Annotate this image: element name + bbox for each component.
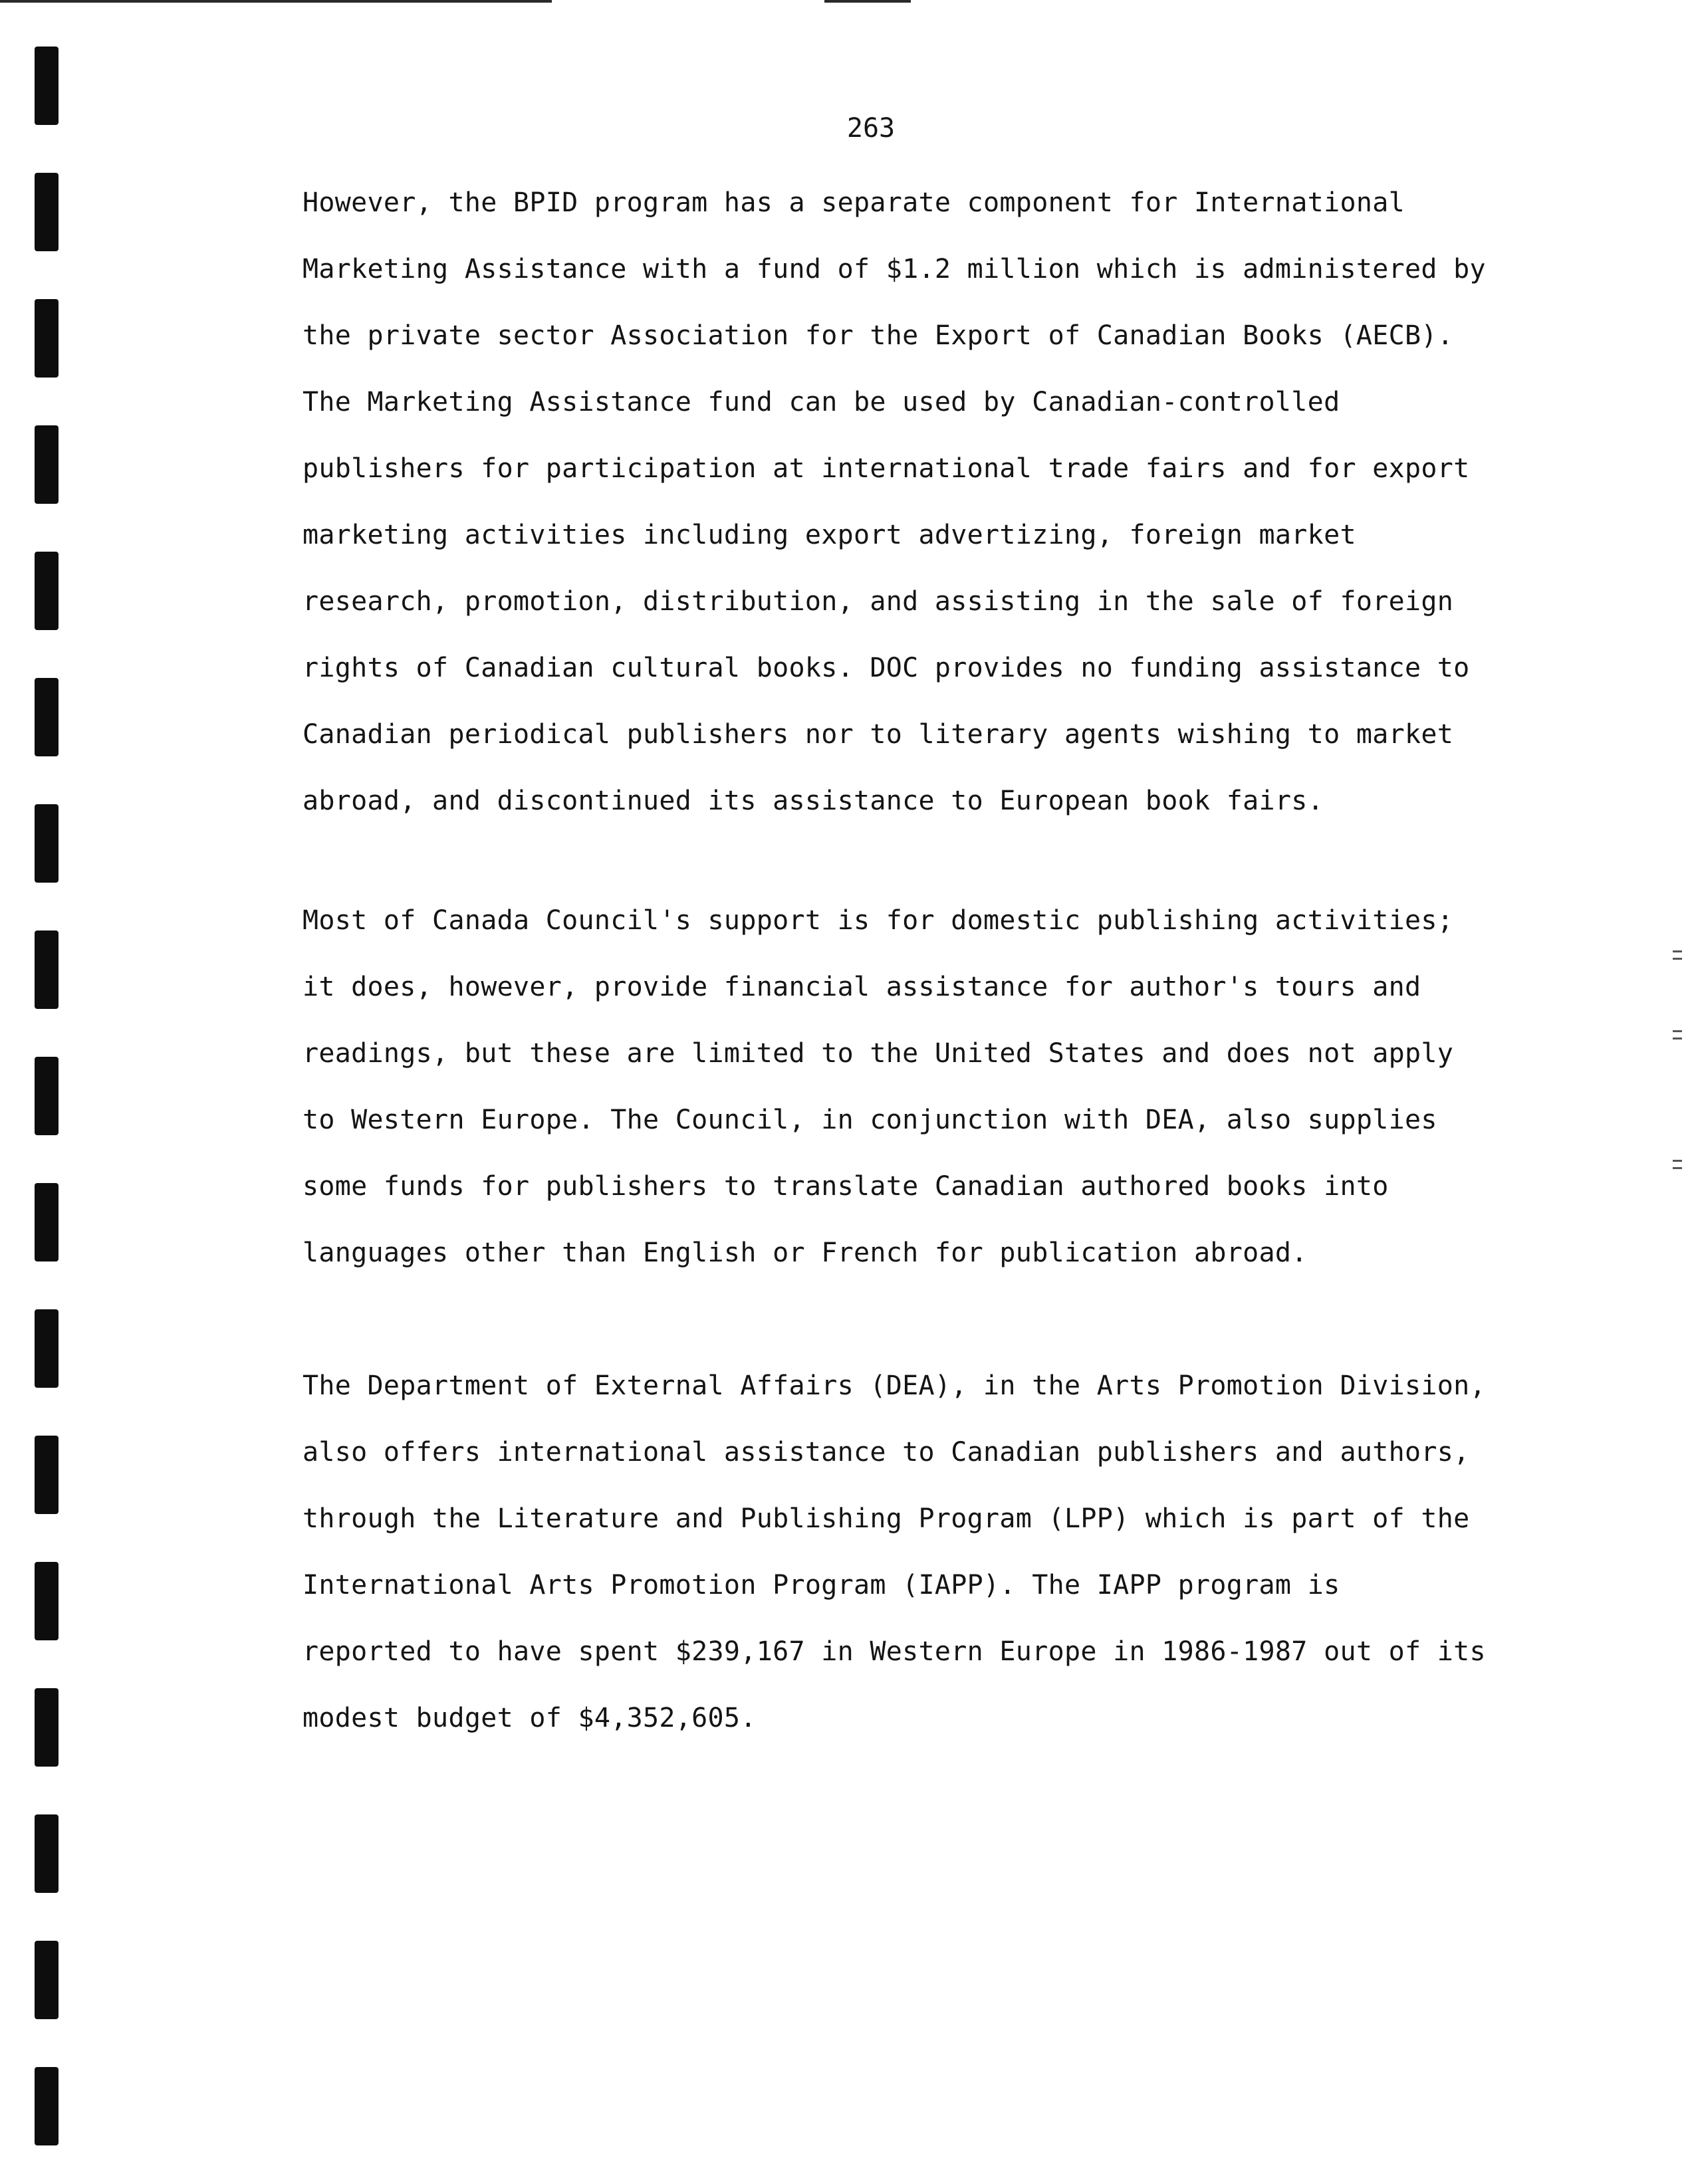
binding-hole	[35, 2067, 59, 2145]
binding-hole	[35, 299, 59, 378]
paragraph-canada-council	[302, 887, 1539, 1286]
margin-mark	[1673, 1160, 1682, 1169]
page-number: 263	[846, 113, 896, 144]
right-margin-marks	[1650, 930, 1690, 1196]
paragraph-line: modest budget of $4,352,605.	[302, 1703, 757, 1733]
binding-hole	[35, 930, 59, 1009]
margin-mark	[1673, 1030, 1682, 1039]
binding-holes-strip	[0, 0, 73, 2184]
paragraph-line: abroad, and discontinued its assistance to European book fairs.	[302, 786, 1324, 816]
binding-hole	[35, 425, 59, 504]
binding-hole	[35, 1562, 59, 1640]
paragraph-bpid-program	[302, 169, 1539, 834]
binding-hole	[35, 1309, 59, 1388]
paragraph-line: The Department of External Affairs (DEA), in the Arts Promotion Division,	[302, 1370, 1486, 1401]
paragraph-line: also offers international assistance to Canadian publishers and authors,	[302, 1437, 1470, 1468]
binding-hole	[35, 1814, 59, 1893]
binding-hole	[35, 1057, 59, 1135]
paragraph-line: The Marketing Assistance fund can be used by Canadian-controlled	[302, 387, 1340, 417]
binding-hole	[35, 173, 59, 251]
paragraph-line: some funds for publishers to translate Canadian authored books into	[302, 1171, 1389, 1202]
paragraph-line: readings, but these are limited to the United States and does not apply	[302, 1038, 1454, 1069]
paragraph-line: it does, however, provide financial assistance for author's tours and	[302, 972, 1421, 1002]
paragraph-external-affairs	[302, 1353, 1539, 1751]
paragraph-line: rights of Canadian cultural books. DOC provides no funding assistance to	[302, 653, 1470, 683]
paragraph-line: languages other than English or French for publication abroad.	[302, 1238, 1308, 1268]
paragraph-line: to Western Europe. The Council, in conjunction with DEA, also supplies	[302, 1105, 1437, 1135]
paragraph-line: However, the BPID program has a separate component for International	[302, 187, 1405, 218]
binding-hole	[35, 552, 59, 630]
binding-hole	[35, 1436, 59, 1514]
paragraph-line: marketing activities including export advertizing, foreign market	[302, 520, 1356, 550]
binding-hole	[35, 1688, 59, 1767]
binding-hole	[35, 1183, 59, 1261]
binding-hole	[35, 47, 59, 125]
binding-hole	[35, 1941, 59, 2019]
paragraph-line: Canadian periodical publishers nor to literary agents wishing to market	[302, 719, 1454, 750]
paragraph-line: Most of Canada Council's support is for domestic publishing activities;	[302, 905, 1454, 936]
scan-top-rule-right	[824, 0, 911, 3]
scan-top-rule-left	[0, 0, 552, 3]
paragraph-line: through the Literature and Publishing Program (LPP) which is part of the	[302, 1503, 1470, 1534]
paragraph-line: research, promotion, distribution, and assisting in the sale of foreign	[302, 586, 1454, 617]
paragraph-line: publishers for participation at international trade fairs and for export	[302, 453, 1470, 484]
binding-hole	[35, 678, 59, 756]
paragraph-line: reported to have spent $239,167 in Western Europe in 1986-1987 out of its	[302, 1636, 1486, 1667]
paragraph-line: International Arts Promotion Program (IAPP). The IAPP program is	[302, 1570, 1340, 1600]
paragraph-line: Marketing Assistance with a fund of $1.2 million which is administered by	[302, 254, 1486, 284]
margin-mark	[1673, 950, 1682, 960]
paragraph-line: the private sector Association for the Export of Canadian Books (AECB).	[302, 320, 1454, 351]
binding-hole	[35, 804, 59, 883]
